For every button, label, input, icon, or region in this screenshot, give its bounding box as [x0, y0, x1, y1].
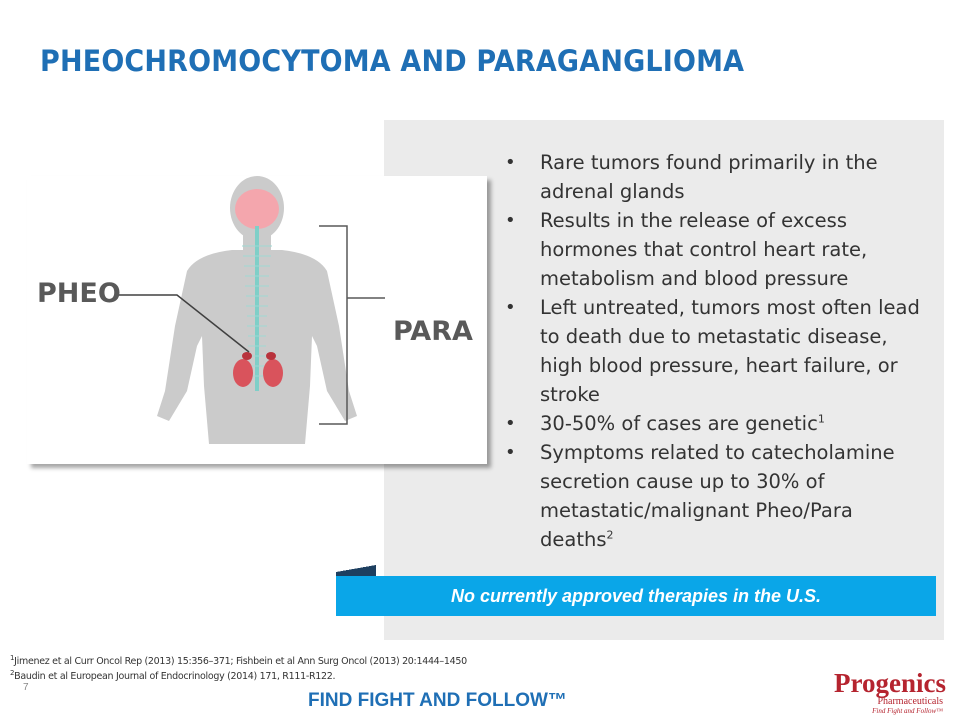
bullet-dot-icon: •: [505, 152, 516, 173]
logo-tagline: Find Fight and Follow™: [872, 707, 943, 715]
citation-superscript: 2: [606, 528, 614, 542]
footnotes: [10, 654, 467, 684]
citation-superscript: 1: [817, 412, 825, 426]
bullet-item: [500, 409, 930, 438]
footer-tagline: FIND FIGHT AND FOLLOW™: [308, 690, 567, 711]
bullet-text: Rare tumors found primarily in the adrenal glands: [540, 151, 878, 203]
footnote: $^1$Jimenez et al Curr Oncol Rep (2013) 15:356–371; Fishbein et al Ann Surg Oncol (2013) 20:1444–1450: [10, 653, 467, 667]
bullet-text: Results in the release of excess hormones that control heart rate, metabolism and blood pressure: [540, 209, 868, 290]
logo-subtitle: Pharmaceuticals: [877, 696, 943, 707]
bullet-item: [500, 293, 930, 409]
slide-title: PHEOCHROMOCYTOMA AND PARAGANGLIOMA: [40, 44, 745, 78]
logo-wordmark: Progenics: [834, 668, 946, 698]
bullet-text: Left untreated, tumors most often lead to death due to metastatic disease, high blood pressure, heart failure, or stroke: [540, 296, 920, 406]
bullet-dot-icon: •: [505, 210, 516, 231]
para-label: PARA: [393, 316, 473, 347]
bullet-dot-icon: •: [505, 442, 516, 463]
bullet-item: [500, 148, 930, 206]
bullet-dot-icon: •: [505, 297, 516, 318]
bullet-item: [500, 206, 930, 293]
company-logo: [818, 669, 946, 715]
pheo-label: PHEO: [37, 278, 121, 309]
bullet-text: 30-50% of cases are genetic: [540, 412, 818, 435]
bullet-text: Symptoms related to catecholamine secretion cause up to 30% of metastatic/malignant Pheo/Para deaths: [540, 441, 895, 551]
banner-fold: [336, 561, 376, 576]
page-number: 7: [23, 682, 29, 693]
callout-banner: No currently approved therapies in the U.S.: [336, 576, 936, 616]
bullet-dot-icon: •: [505, 413, 516, 434]
footnote: $^2$Baudin et al European Journal of Endocrinology (2014) 171, R111-R122.: [10, 668, 336, 682]
bullet-item: [500, 438, 930, 554]
bullet-list: [500, 148, 930, 554]
